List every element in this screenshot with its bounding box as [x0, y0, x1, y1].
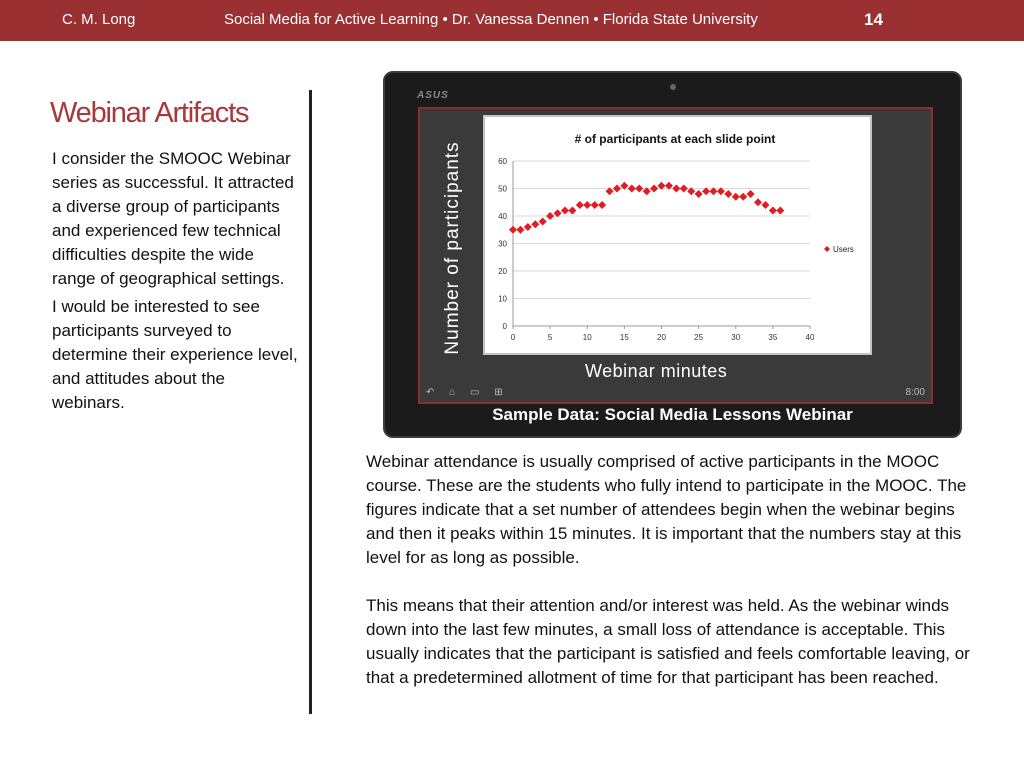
page-number: 14	[864, 10, 883, 29]
slide-header	[0, 0, 1024, 41]
data-point	[583, 201, 591, 209]
data-point	[739, 193, 747, 201]
y-tick-label: 60	[498, 157, 507, 166]
data-point	[732, 193, 740, 201]
slide-title: Webinar Artifacts	[50, 97, 249, 129]
data-point	[591, 201, 599, 209]
x-tick-label: 35	[768, 333, 778, 342]
screen-y-axis-label: Number of participants	[442, 141, 463, 355]
data-point	[561, 207, 569, 215]
x-tick-label: 20	[657, 333, 666, 342]
header-course: Social Media for Active Learning • Dr. Vanessa Dennen • Florida State University	[224, 11, 758, 28]
x-tick-label: 0	[510, 333, 516, 342]
x-tick-label: 25	[694, 333, 704, 342]
data-point	[680, 185, 688, 193]
right-paragraph: This means that their attention and/or interest was held. As the webinar winds down into the last few minutes, a small loss of attendance is acceptable. This usually indicates that the participant is satisfied and feels comfortable leaving, or that a predetermined allotment of time for that participant has been reached.	[366, 596, 970, 687]
data-point	[695, 190, 703, 198]
data-point	[598, 201, 606, 209]
right-paragraph: Webinar attendance is usually comprised of active participants in the MOOC course. These are the students who fully intend to participate in the MOOC. The figures indicate that a set number of attendees begin when the webinar begins and then it peaks within 15 minutes. It is important that the numbers stay at this level for as long as possible.	[366, 452, 967, 567]
y-tick-label: 20	[498, 267, 507, 276]
data-point	[628, 185, 636, 193]
data-point	[531, 220, 539, 228]
x-tick-label: 5	[547, 333, 553, 342]
data-point	[650, 185, 658, 193]
data-point	[672, 185, 680, 193]
status-clock: 8:00	[905, 387, 925, 398]
y-tick-label: 40	[498, 212, 507, 221]
participants-chart	[483, 115, 872, 355]
x-tick-label: 30	[731, 333, 741, 342]
chart-svg	[485, 117, 870, 353]
tablet-caption: Sample Data: Social Media Lessons Webinar	[492, 405, 853, 424]
data-point	[516, 226, 524, 234]
left-text-column	[52, 147, 300, 419]
legend-label: Users	[833, 245, 854, 254]
data-point	[546, 212, 554, 220]
legend-marker	[824, 246, 830, 252]
data-point	[761, 201, 769, 209]
x-tick-label: 10	[582, 333, 592, 342]
data-point	[576, 201, 584, 209]
y-tick-label: 10	[498, 294, 507, 304]
data-point	[769, 207, 777, 215]
data-point	[568, 207, 576, 215]
tablet-image	[383, 71, 962, 438]
chart-title: # of participants at each slide point	[574, 132, 776, 146]
x-tick-label: 15	[619, 333, 629, 342]
data-point	[747, 190, 755, 198]
header-author: C. M. Long	[62, 11, 136, 28]
nav-buttons-icon: ↶ ⌂ ▭ ⊞	[426, 387, 509, 398]
data-point	[635, 185, 643, 193]
android-nav-bar	[420, 385, 931, 403]
data-point	[524, 223, 532, 231]
data-point	[754, 198, 762, 206]
screen-x-axis-label: Webinar minutes	[585, 361, 728, 381]
data-point	[613, 185, 621, 193]
left-paragraph: I would be interested to see participants surveyed to determine their experience level, and attitudes about the webinars.	[52, 297, 298, 412]
y-tick-label: 0	[502, 322, 507, 331]
camera-icon	[670, 84, 676, 90]
right-text-column	[366, 450, 986, 714]
x-tick-label: 40	[805, 333, 815, 342]
data-point	[724, 190, 732, 198]
vertical-divider	[309, 90, 312, 714]
y-tick-label: 30	[498, 239, 507, 249]
left-paragraph: I consider the SMOOC Webinar series as successful. It attracted a diverse group of participants and experienced few technical difficulties despite the wide range of geographical settings.	[52, 149, 294, 288]
tablet-brand-logo: ASUS	[417, 90, 449, 101]
data-point	[539, 218, 547, 226]
data-point	[776, 207, 784, 215]
y-tick-label: 50	[498, 184, 507, 194]
data-point	[509, 226, 517, 234]
